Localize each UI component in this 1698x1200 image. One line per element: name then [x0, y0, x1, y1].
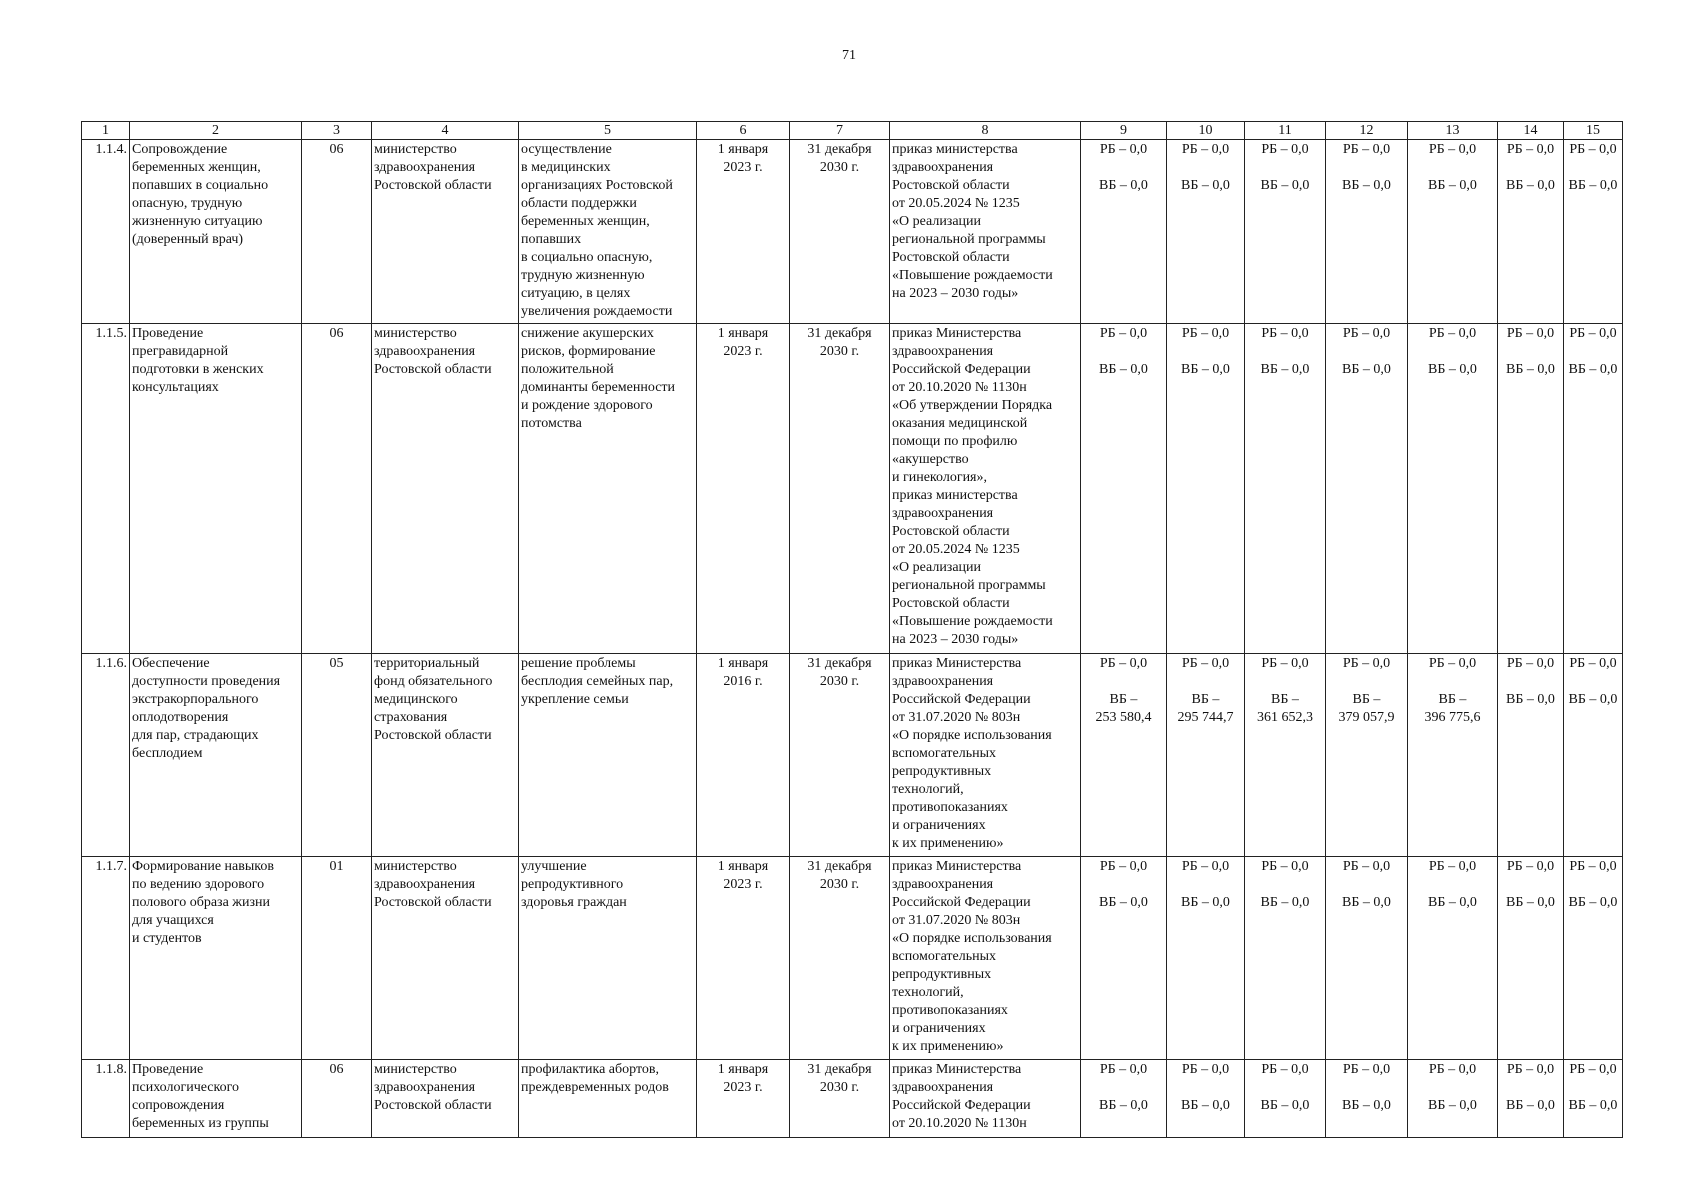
executor-cell: министерство здравоохранения Ростовской области: [372, 857, 519, 1060]
page-number: 71: [842, 48, 856, 63]
funding-cell: РБ – 0,0 ВБ – 0,0: [1564, 140, 1623, 324]
row-number-cell: 1.1.8.: [82, 1060, 130, 1138]
header-cell: 6: [697, 122, 790, 140]
funding-cell: РБ – 0,0 ВБ – 0,0: [1167, 1060, 1245, 1138]
table-row: [82, 140, 1623, 324]
measure-name-cell: Проведение психологического сопровождения беременных из группы: [130, 1060, 302, 1138]
start-date-cell: 1 января 2023 г.: [697, 857, 790, 1060]
funding-cell: РБ – 0,0 ВБ – 253 580,4: [1081, 654, 1167, 857]
funding-cell: РБ – 0,0 ВБ – 0,0: [1245, 1060, 1326, 1138]
funding-cell: РБ – 0,0 ВБ – 0,0: [1408, 857, 1498, 1060]
funding-cell: РБ – 0,0 ВБ – 0,0: [1245, 857, 1326, 1060]
end-date-cell: 31 декабря 2030 г.: [790, 1060, 890, 1138]
end-date-cell: 31 декабря 2030 г.: [790, 324, 890, 654]
legal-basis-cell: приказ Министерства здравоохранения Российской Федерации от 20.10.2020 № 1130н «Об утверждении Порядка оказания медицинской помощи по профилю «акушерство и гинекология», приказ министерства здравоохранения Ростовской области от 20.05.2024 № 1235 «О реализации региональной программы Ростовской области «Повышение рождаемости на 2023 – 2030 годы»: [890, 324, 1081, 654]
expected-result-cell: снижение акушерских рисков, формирование положительной доминанты беременности и рождение здорового потомства: [519, 324, 697, 654]
funding-cell: РБ – 0,0 ВБ – 379 057,9: [1326, 654, 1408, 857]
funding-cell: РБ – 0,0 ВБ – 0,0: [1564, 1060, 1623, 1138]
funding-cell: РБ – 0,0 ВБ – 295 744,7: [1167, 654, 1245, 857]
end-date-cell: 31 декабря 2030 г.: [790, 654, 890, 857]
code-cell: 06: [302, 140, 372, 324]
code-cell: 05: [302, 654, 372, 857]
header-cell: 13: [1408, 122, 1498, 140]
funding-cell: РБ – 0,0 ВБ – 0,0: [1081, 140, 1167, 324]
code-cell: 01: [302, 857, 372, 1060]
table-row: [82, 324, 1623, 654]
header-cell: 2: [130, 122, 302, 140]
funding-cell: РБ – 0,0 ВБ – 0,0: [1498, 1060, 1564, 1138]
code-cell: 06: [302, 1060, 372, 1138]
table-row: [82, 857, 1623, 1060]
header-cell: 10: [1167, 122, 1245, 140]
funding-cell: РБ – 0,0 ВБ – 0,0: [1081, 324, 1167, 654]
row-number-cell: 1.1.6.: [82, 654, 130, 857]
executor-cell: министерство здравоохранения Ростовской области: [372, 140, 519, 324]
funding-cell: РБ – 0,0 ВБ – 0,0: [1564, 857, 1623, 1060]
funding-cell: РБ – 0,0 ВБ – 396 775,6: [1408, 654, 1498, 857]
funding-cell: РБ – 0,0 ВБ – 0,0: [1167, 140, 1245, 324]
expected-result-cell: решение проблемы бесплодия семейных пар, укрепление семьи: [519, 654, 697, 857]
header-cell: 15: [1564, 122, 1623, 140]
header-row: [82, 122, 1623, 140]
funding-cell: РБ – 0,0 ВБ – 0,0: [1498, 140, 1564, 324]
start-date-cell: 1 января 2023 г.: [697, 140, 790, 324]
expected-result-cell: улучшение репродуктивного здоровья граждан: [519, 857, 697, 1060]
funding-cell: РБ – 0,0 ВБ – 361 652,3: [1245, 654, 1326, 857]
funding-cell: РБ – 0,0 ВБ – 0,0: [1408, 1060, 1498, 1138]
header-cell: 3: [302, 122, 372, 140]
funding-cell: РБ – 0,0 ВБ – 0,0: [1326, 324, 1408, 654]
header-cell: 7: [790, 122, 890, 140]
header-cell: 8: [890, 122, 1081, 140]
start-date-cell: 1 января 2016 г.: [697, 654, 790, 857]
table-row: [82, 654, 1623, 857]
expected-result-cell: осуществление в медицинских организациях Ростовской области поддержки беременных женщин, попавших в социально опасную, трудную жизненную ситуацию, в целях увеличения рождаемости: [519, 140, 697, 324]
funding-cell: РБ – 0,0 ВБ – 0,0: [1498, 857, 1564, 1060]
row-number-cell: 1.1.5.: [82, 324, 130, 654]
funding-cell: РБ – 0,0 ВБ – 0,0: [1167, 857, 1245, 1060]
end-date-cell: 31 декабря 2030 г.: [790, 857, 890, 1060]
start-date-cell: 1 января 2023 г.: [697, 324, 790, 654]
funding-cell: РБ – 0,0 ВБ – 0,0: [1081, 1060, 1167, 1138]
header-cell: 1: [82, 122, 130, 140]
legal-basis-cell: приказ министерства здравоохранения Ростовской области от 20.05.2024 № 1235 «О реализации региональной программы Ростовской области «Повышение рождаемости на 2023 – 2030 годы»: [890, 140, 1081, 324]
funding-cell: РБ – 0,0 ВБ – 0,0: [1408, 324, 1498, 654]
header-cell: 4: [372, 122, 519, 140]
legal-basis-cell: приказ Министерства здравоохранения Российской Федерации от 31.07.2020 № 803н «О порядке использования вспомогательных репродуктивных технологий, противопоказаниях и ограничениях к их применению»: [890, 654, 1081, 857]
measure-name-cell: Формирование навыков по ведению здорового полового образа жизни для учащихся и студентов: [130, 857, 302, 1060]
funding-cell: РБ – 0,0 ВБ – 0,0: [1498, 324, 1564, 654]
legal-basis-cell: приказ Министерства здравоохранения Российской Федерации от 31.07.2020 № 803н «О порядке использования вспомогательных репродуктивных технологий, противопоказаниях и ограничениях к их применению»: [890, 857, 1081, 1060]
executor-cell: министерство здравоохранения Ростовской области: [372, 324, 519, 654]
executor-cell: территориальный фонд обязательного медицинского страхования Ростовской области: [372, 654, 519, 857]
table-row: [82, 1060, 1623, 1138]
header-cell: 12: [1326, 122, 1408, 140]
funding-cell: РБ – 0,0 ВБ – 0,0: [1498, 654, 1564, 857]
funding-cell: РБ – 0,0 ВБ – 0,0: [1564, 654, 1623, 857]
expected-result-cell: профилактика абортов, преждевременных родов: [519, 1060, 697, 1138]
funding-cell: РБ – 0,0 ВБ – 0,0: [1564, 324, 1623, 654]
funding-cell: РБ – 0,0 ВБ – 0,0: [1326, 140, 1408, 324]
funding-cell: РБ – 0,0 ВБ – 0,0: [1245, 324, 1326, 654]
measure-name-cell: Проведение прегравидарной подготовки в женских консультациях: [130, 324, 302, 654]
funding-cell: РБ – 0,0 ВБ – 0,0: [1245, 140, 1326, 324]
measure-name-cell: Обеспечение доступности проведения экстракорпорального оплодотворения для пар, страдающих бесплодием: [130, 654, 302, 857]
executor-cell: министерство здравоохранения Ростовской области: [372, 1060, 519, 1138]
header-cell: 14: [1498, 122, 1564, 140]
funding-cell: РБ – 0,0 ВБ – 0,0: [1326, 1060, 1408, 1138]
header-cell: 5: [519, 122, 697, 140]
measures-table: [81, 121, 1623, 1138]
start-date-cell: 1 января 2023 г.: [697, 1060, 790, 1138]
legal-basis-cell: приказ Министерства здравоохранения Российской Федерации от 20.10.2020 № 1130н: [890, 1060, 1081, 1138]
row-number-cell: 1.1.4.: [82, 140, 130, 324]
measure-name-cell: Сопровождение беременных женщин, попавших в социально опасную, трудную жизненную ситуацию (доверенный врач): [130, 140, 302, 324]
funding-cell: РБ – 0,0 ВБ – 0,0: [1081, 857, 1167, 1060]
end-date-cell: 31 декабря 2030 г.: [790, 140, 890, 324]
funding-cell: РБ – 0,0 ВБ – 0,0: [1167, 324, 1245, 654]
funding-cell: РБ – 0,0 ВБ – 0,0: [1326, 857, 1408, 1060]
code-cell: 06: [302, 324, 372, 654]
row-number-cell: 1.1.7.: [82, 857, 130, 1060]
header-cell: 9: [1081, 122, 1167, 140]
header-cell: 11: [1245, 122, 1326, 140]
funding-cell: РБ – 0,0 ВБ – 0,0: [1408, 140, 1498, 324]
